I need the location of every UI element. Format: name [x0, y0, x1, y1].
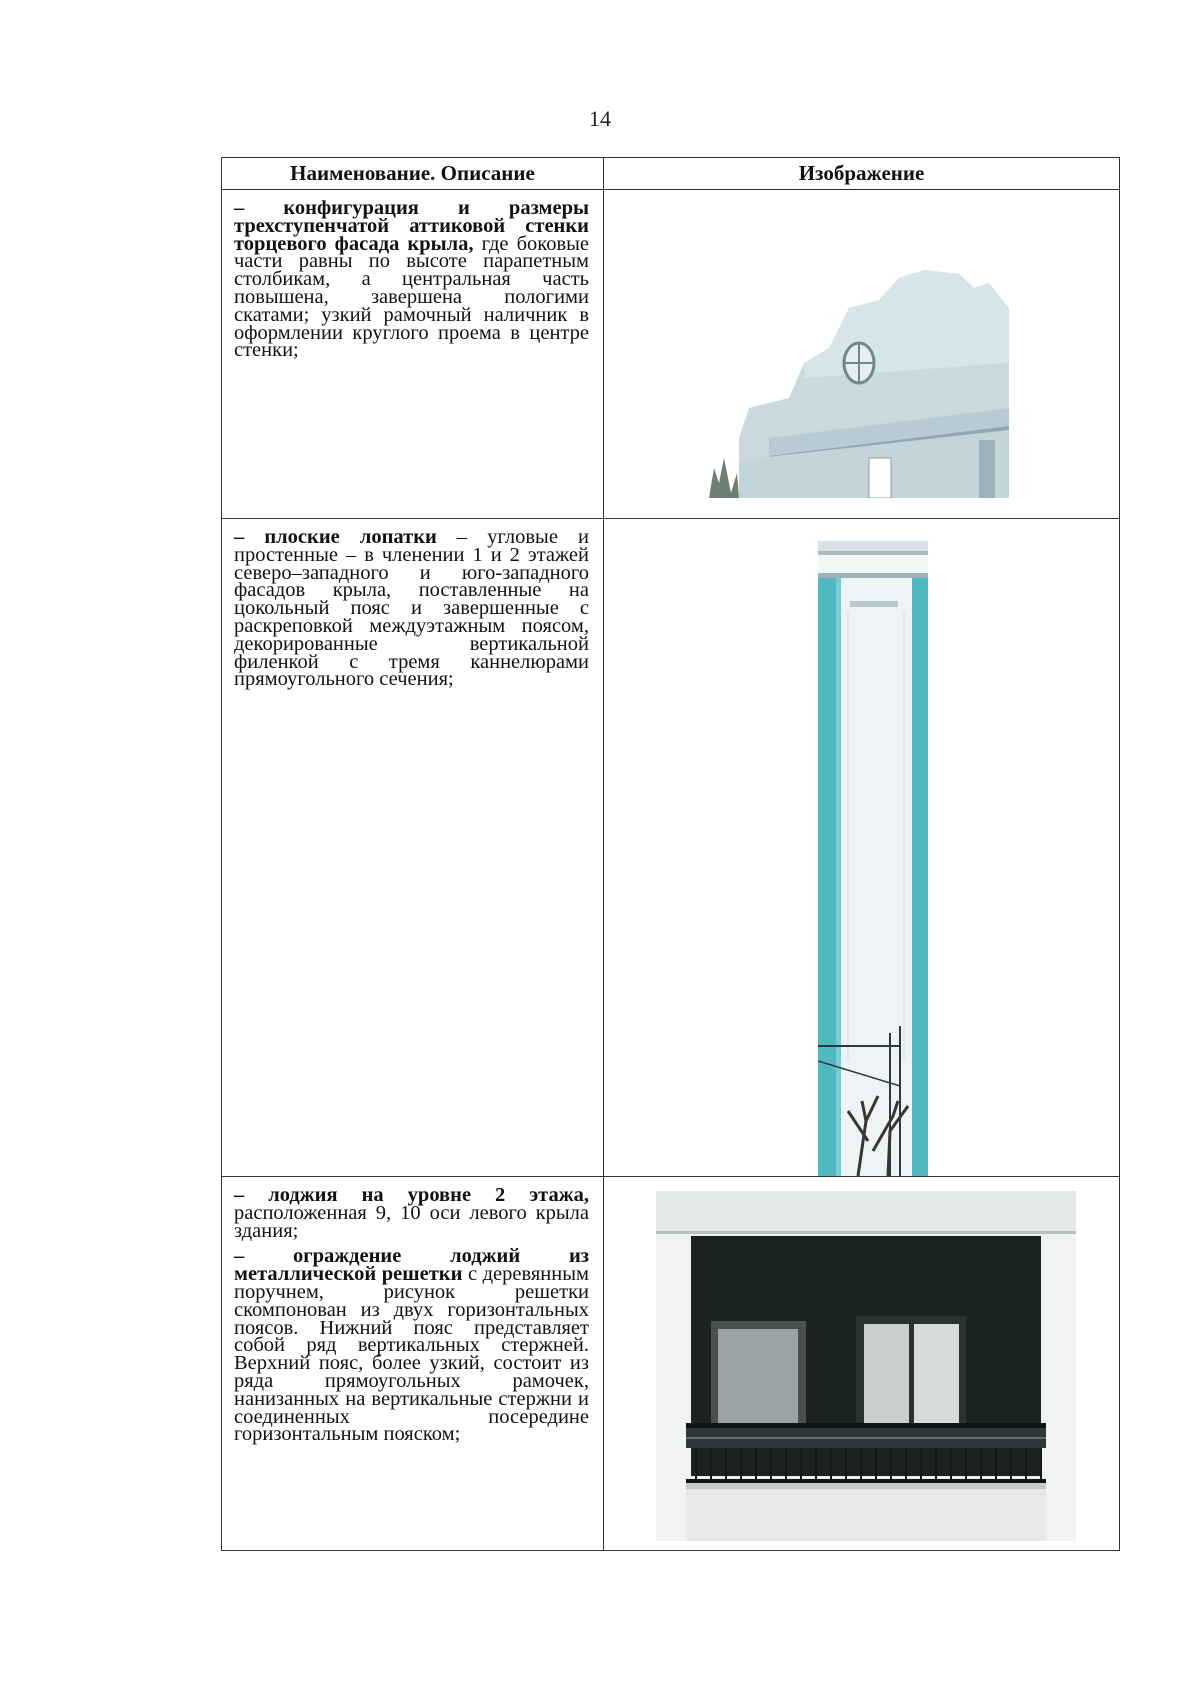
page-number: 14: [589, 106, 611, 131]
row-title: – плоские лопатки: [234, 526, 437, 548]
loggia-photo: [656, 1191, 1076, 1541]
header-image: Изображение: [604, 158, 1120, 190]
attic-wall-photo: [709, 268, 1009, 498]
row-title: – конфигурация и размеры трехступенчатой аттиковой стенки торцевого фасада крыла,: [234, 197, 589, 255]
row-description: [222, 190, 604, 519]
table-header-row: [222, 158, 1120, 190]
row-title: – лоджия на уровне 2 этажа,: [234, 1184, 589, 1206]
row-description: [222, 519, 604, 1177]
row-image-cell: [604, 519, 1120, 1177]
row-text-secondary: с деревянным поручнем, рисунок решетки скомпонован из двух горизонтальных поясов. Нижний пояс представляет собой ряд вертикальных стержней. Верхний пояс, более узкий, состоит из ряда прямоугольных рамочек, нанизанных на вертикальные стержни и соединенных посередине горизонтальным пояском;: [234, 1263, 589, 1446]
row-text: – угловые и простенные – в членении 1 и 2 этажей северо–западного и юго-западного фасадов крыла, поставленные на цокольный пояс и завершенные с раскреповкой междуэтажным поясом, декорированные вертикальной филенкой с тремя каннелюрами прямоугольного сечения;: [234, 526, 590, 691]
table-row: [222, 519, 1120, 1177]
pilaster-photo: [818, 541, 928, 1176]
row-text: расположенная 9, 10 оси левого крыла здания;: [234, 1201, 589, 1242]
description-table: [221, 157, 1120, 1551]
header-name: Наименование. Описание: [222, 158, 604, 190]
table-row: [222, 190, 1120, 519]
row-text: где боковые части равны по высоте парапетным столбикам, а центральная часть повышена, завершена пологими скатами; узкий рамочный наличник в оформлении круглого проема в центре стенки;: [234, 232, 589, 362]
table-row: [222, 1177, 1120, 1551]
row-image-cell: [604, 190, 1120, 519]
row-image-cell: [604, 1177, 1120, 1551]
row-description: [222, 1177, 604, 1551]
row-title-secondary: – ограждение лоджий из металлической решетки: [234, 1245, 589, 1286]
